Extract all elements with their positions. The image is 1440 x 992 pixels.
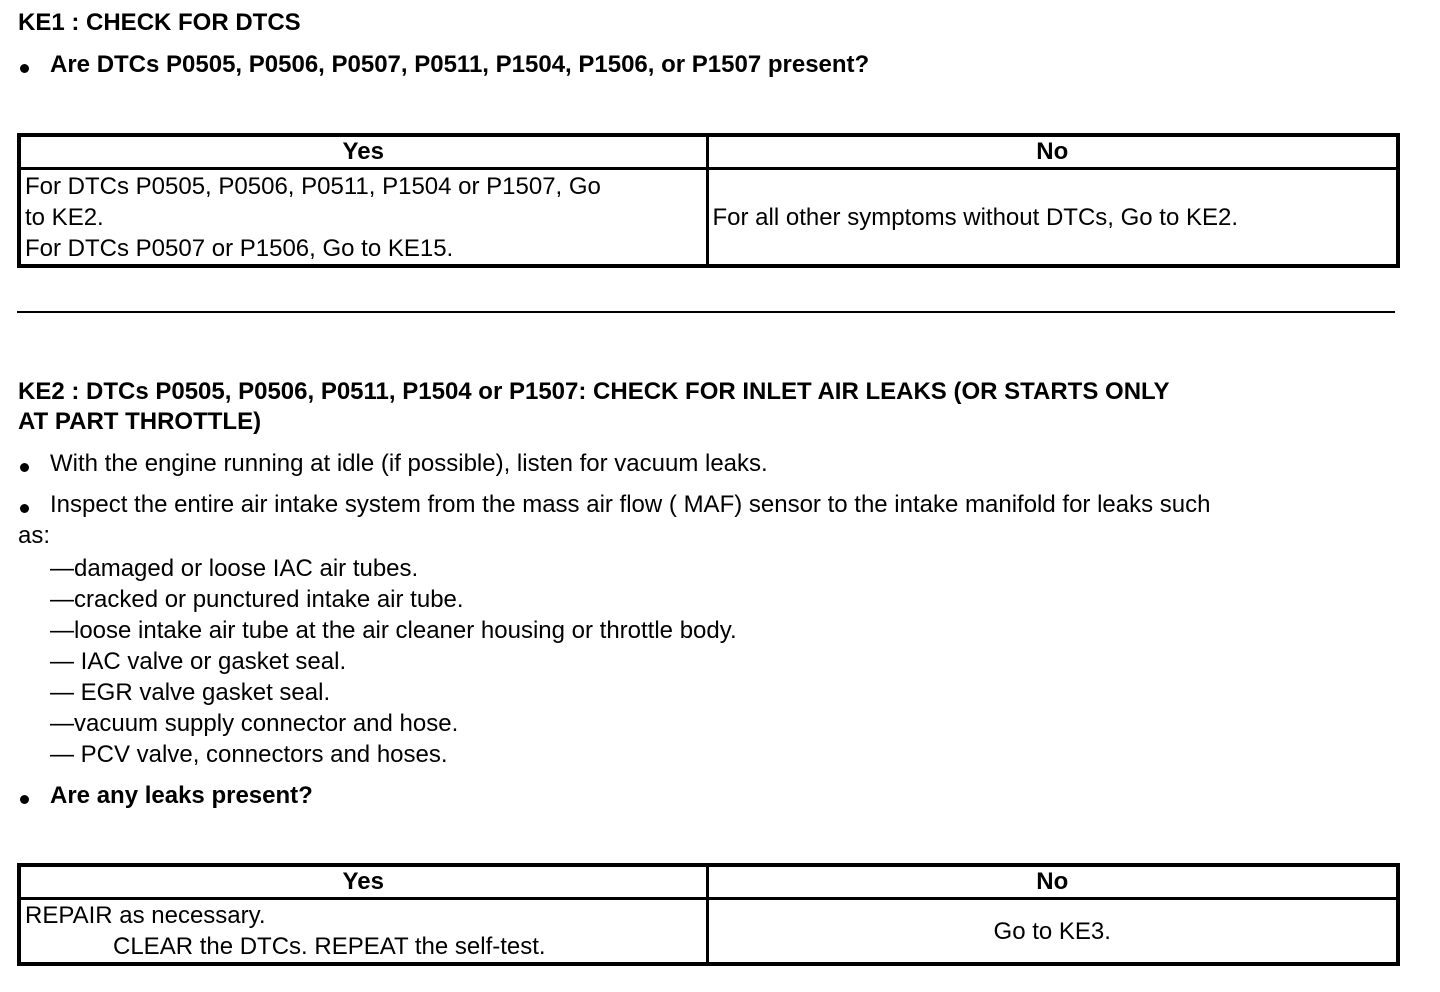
no-cell xyxy=(707,899,1398,965)
table-header-row xyxy=(19,865,1398,899)
list-item: — EGR valve gasket seal. xyxy=(50,679,331,706)
section-divider xyxy=(17,311,1395,313)
bullet-icon xyxy=(20,795,29,804)
yes-column-header: Yes xyxy=(19,135,707,169)
ke2-heading-line1: KE2 : DTCs P0505, P0506, P0511, P1504 or P1507: CHECK FOR INLET AIR LEAKS (OR STARTS ONLY xyxy=(18,378,1170,405)
yes-cell-line: to KE2. xyxy=(25,204,104,231)
bullet-icon xyxy=(20,64,29,73)
yes-cell xyxy=(19,899,707,965)
no-cell-text: Go to KE3. xyxy=(993,917,1111,945)
ke2-decision-table xyxy=(17,863,1400,966)
ke2-bullet-inspect-line2: as: xyxy=(18,522,51,549)
list-item: —cracked or punctured intake air tube. xyxy=(50,586,464,613)
table-row xyxy=(19,899,1398,965)
table-header-row xyxy=(19,135,1398,169)
ke1-question: Are DTCs P0505, P0506, P0507, P0511, P1504, P1506, or P1507 present? xyxy=(50,51,870,78)
ke2-question: Are any leaks present? xyxy=(50,782,313,809)
ke2-bullet-listen: With the engine running at idle (if possible), listen for vacuum leaks. xyxy=(50,450,768,477)
ke1-heading: KE1 : CHECK FOR DTCS xyxy=(18,9,301,36)
bullet-icon xyxy=(20,504,29,513)
ke2-bullet-inspect-line1: Inspect the entire air intake system from the mass air flow ( MAF) sensor to the intake manifold for leaks such xyxy=(50,491,1211,518)
ke1-decision-table xyxy=(17,133,1400,268)
yes-cell-line: REPAIR as necessary. xyxy=(25,902,266,929)
list-item: —damaged or loose IAC air tubes. xyxy=(50,555,419,582)
no-column-header: No xyxy=(707,865,1398,899)
no-cell xyxy=(707,169,1398,267)
list-item: —vacuum supply connector and hose. xyxy=(50,710,459,737)
list-item: — IAC valve or gasket seal. xyxy=(50,648,347,675)
list-item: — PCV valve, connectors and hoses. xyxy=(50,741,448,768)
ke2-heading-line2: AT PART THROTTLE) xyxy=(18,408,262,435)
yes-column-header: Yes xyxy=(19,865,707,899)
no-cell-text: For all other symptoms without DTCs, Go to KE2. xyxy=(712,203,1239,231)
yes-cell xyxy=(19,169,707,267)
bullet-icon xyxy=(20,463,29,472)
yes-cell-line: For DTCs P0505, P0506, P0511, P1504 or P1507, Go xyxy=(25,173,601,200)
no-column-header: No xyxy=(707,135,1398,169)
leak-list xyxy=(50,553,737,770)
table-row xyxy=(19,169,1398,267)
yes-cell-line: For DTCs P0507 or P1506, Go to KE15. xyxy=(25,235,454,262)
list-item: —loose intake air tube at the air cleaner housing or throttle body. xyxy=(50,617,737,644)
yes-cell-line: CLEAR the DTCs. REPEAT the self-test. xyxy=(113,933,546,960)
